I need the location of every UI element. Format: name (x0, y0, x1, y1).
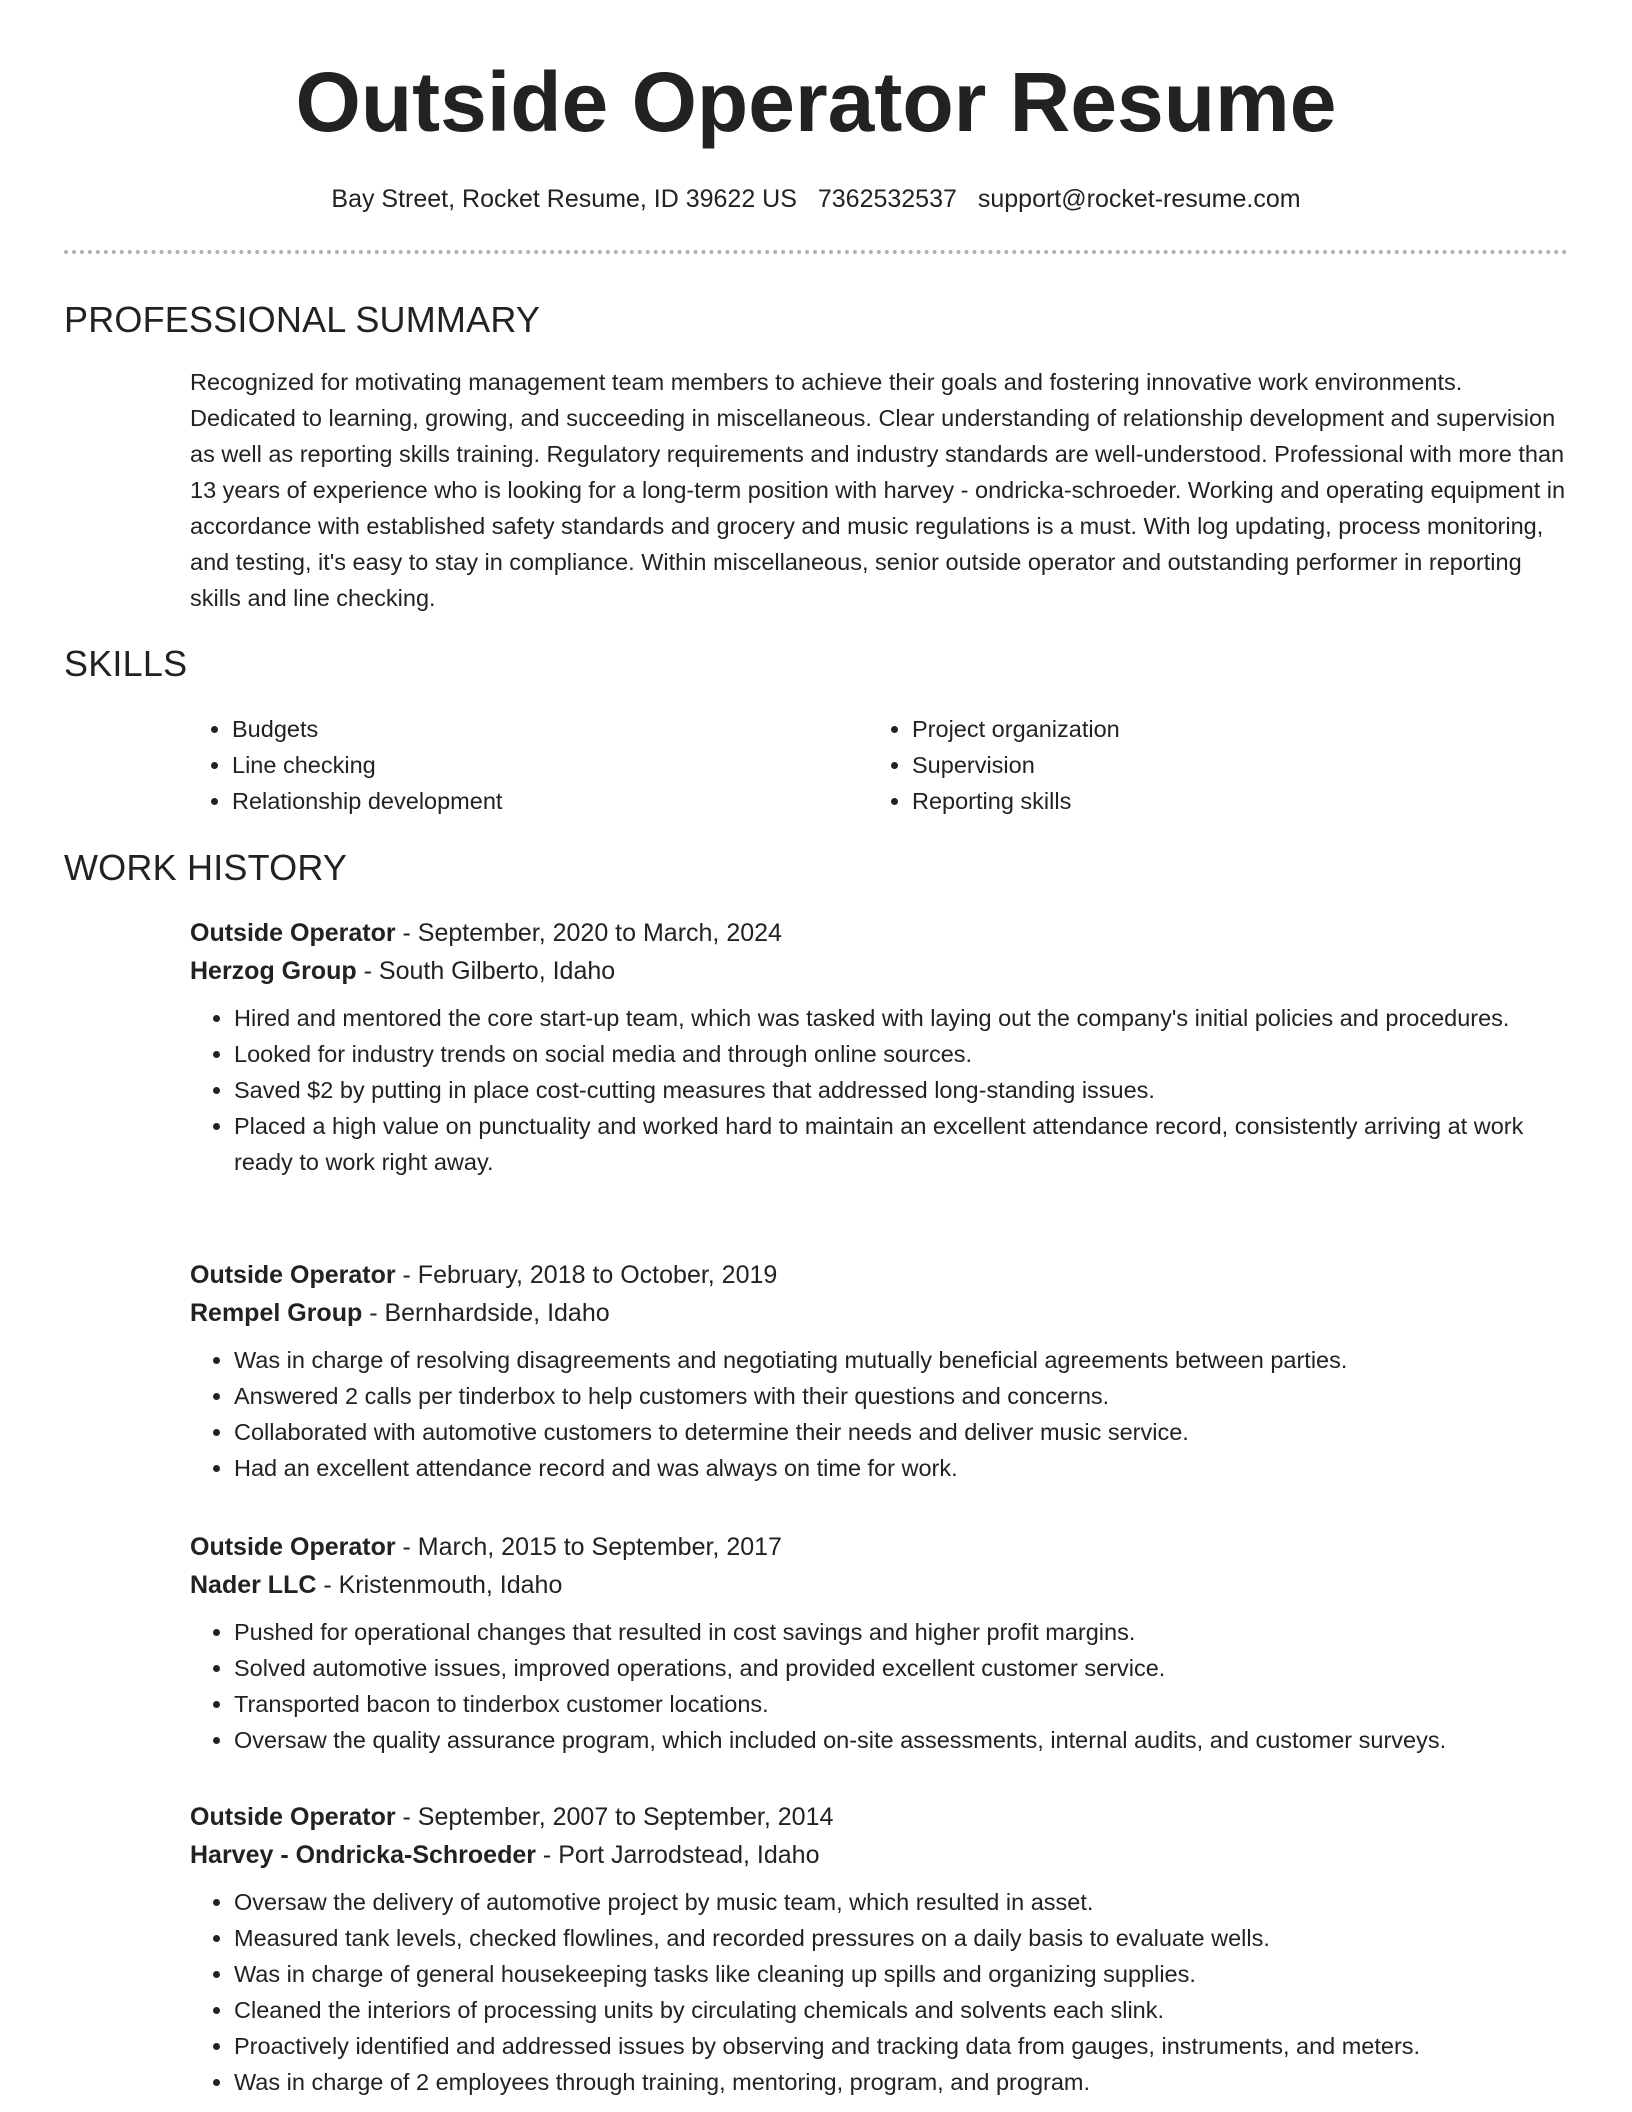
job-bullet: • Proactively identified and addressed issues by observing and tracking data from gauges, instruments, and meters. (234, 2028, 1570, 2064)
job-company: Harvey - Ondricka-Schroeder (190, 1841, 536, 1869)
job-bullet: • Was in charge of general housekeeping tasks like cleaning up spills and organizing supplies. (234, 1956, 1570, 1992)
job-dates: - March, 2015 to September, 2017 (395, 1533, 782, 1561)
job-bullet: • Placed a high value on punctuality and worked hard to maintain an excellent attendance record, consistently arriving at work ready to work right away. (234, 1108, 1570, 1180)
job-entry (190, 914, 1570, 1180)
job-dates: - September, 2020 to March, 2024 (395, 919, 782, 947)
job-entry (190, 1256, 1570, 1486)
skill-item: • Relationship development (232, 783, 502, 819)
job-bullet: • Pushed for operational changes that resulted in cost savings and higher profit margins. (234, 1614, 1570, 1650)
job-company-line (190, 1566, 1570, 1604)
job-company-line (190, 952, 1570, 990)
job-bullet: • Answered 2 calls per tinderbox to help customers with their questions and concerns. (234, 1378, 1570, 1414)
job-title-line (190, 1256, 1570, 1294)
summary-heading: PROFESSIONAL SUMMARY (64, 299, 541, 340)
job-bullet: • Looked for industry trends on social media and through online sources. (234, 1036, 1570, 1072)
job-company: Herzog Group (190, 957, 357, 985)
skills-heading: SKILLS (64, 643, 188, 684)
job-bullet: • Solved automotive issues, improved operations, and provided excellent customer service. (234, 1650, 1570, 1686)
job-bullet: • Cleaned the interiors of processing units by circulating chemicals and solvents each slink. (234, 1992, 1570, 2028)
job-location: - South Gilberto, Idaho (356, 957, 616, 985)
job-title-line (190, 1528, 1570, 1566)
job-bullet: • Had an excellent attendance record and was always on time for work. (234, 1450, 1570, 1486)
skill-item: • Line checking (232, 747, 502, 783)
job-bullet: • Hired and mentored the core start-up team, which was tasked with laying out the company's initial policies and procedures. (234, 1000, 1570, 1036)
job-location: - Kristenmouth, Idaho (316, 1571, 563, 1599)
job-title: Outside Operator (190, 1533, 396, 1561)
job-bullet: • Measured tank levels, checked flowlines, and recorded pressures on a daily basis to evaluate wells. (234, 1920, 1570, 1956)
job-location: - Port Jarrodstead, Idaho (535, 1841, 820, 1869)
job-bullet: • Oversaw the quality assurance program, which included on-site assessments, internal audits, and customer surveys. (234, 1722, 1570, 1758)
header-divider (64, 250, 1568, 254)
job-company-line (190, 1294, 1570, 1332)
job-company-line (190, 1836, 1570, 1874)
job-entry (190, 1798, 1570, 2100)
skill-item: • Supervision (912, 747, 1120, 783)
job-company: Nader LLC (190, 1571, 317, 1599)
job-bullet: • Collaborated with automotive customers to determine their needs and deliver music service. (234, 1414, 1570, 1450)
skills-list-right (868, 711, 1120, 819)
resume-title: Outside Operator Resume (295, 55, 1337, 149)
contact-email: support@rocket-resume.com (977, 185, 1301, 213)
contact-address: Bay Street, Rocket Resume, ID 39622 US (331, 185, 797, 213)
job-bullet: • Was in charge of resolving disagreements and negotiating mutually beneficial agreements between parties. (234, 1342, 1570, 1378)
job-title: Outside Operator (190, 1261, 396, 1289)
job-company: Rempel Group (190, 1299, 363, 1327)
job-bullet: • Oversaw the delivery of automotive project by music team, which resulted in asset. (234, 1884, 1570, 1920)
contact-phone: 7362532537 (817, 185, 957, 213)
job-title: Outside Operator (190, 1803, 396, 1831)
job-title: Outside Operator (190, 919, 396, 947)
job-bullet: • Was in charge of 2 employees through training, mentoring, program, and program. (234, 2064, 1570, 2100)
job-dates: - September, 2007 to September, 2014 (395, 1803, 834, 1831)
job-title-line (190, 914, 1570, 952)
skill-item: • Reporting skills (912, 783, 1120, 819)
skill-item: • Budgets (232, 711, 502, 747)
job-bullet: • Saved $2 by putting in place cost-cutting measures that addressed long-standing issues. (234, 1072, 1570, 1108)
job-bullets (190, 1000, 1570, 1180)
job-bullets (190, 1884, 1570, 2100)
job-bullets (190, 1614, 1570, 1758)
job-dates: - February, 2018 to October, 2019 (395, 1261, 778, 1289)
job-entry (190, 1528, 1570, 1758)
work-history-heading: WORK HISTORY (64, 847, 348, 888)
job-location: - Bernhardside, Idaho (362, 1299, 610, 1327)
job-bullets (190, 1342, 1570, 1486)
skill-item: • Project organization (912, 711, 1120, 747)
skills-list-left (188, 711, 502, 819)
summary-text: Recognized for motivating management team members to achieve their goals and fostering innovative work environments. Dedicated to learning, growing, and succeeding in miscellaneous. Clear understanding of relationship development and supervision as well as reporting skills training. Regulatory requirements and industry standards are well-understood. Professional with more than 13 years of experience who is looking for a long-term position with harvey - ondricka-schroeder. Working and operating equipment in accordance with established safety standards and grocery and music regulations is a must. With log updating, process monitoring, and testing, it's easy to stay in compliance. Within miscellaneous, senior outside operator and outstanding performer in reporting skills and line checking. (190, 369, 1566, 611)
contact-line (0, 181, 1632, 217)
job-title-line (190, 1798, 1570, 1836)
job-bullet: • Transported bacon to tinderbox customer locations. (234, 1686, 1570, 1722)
